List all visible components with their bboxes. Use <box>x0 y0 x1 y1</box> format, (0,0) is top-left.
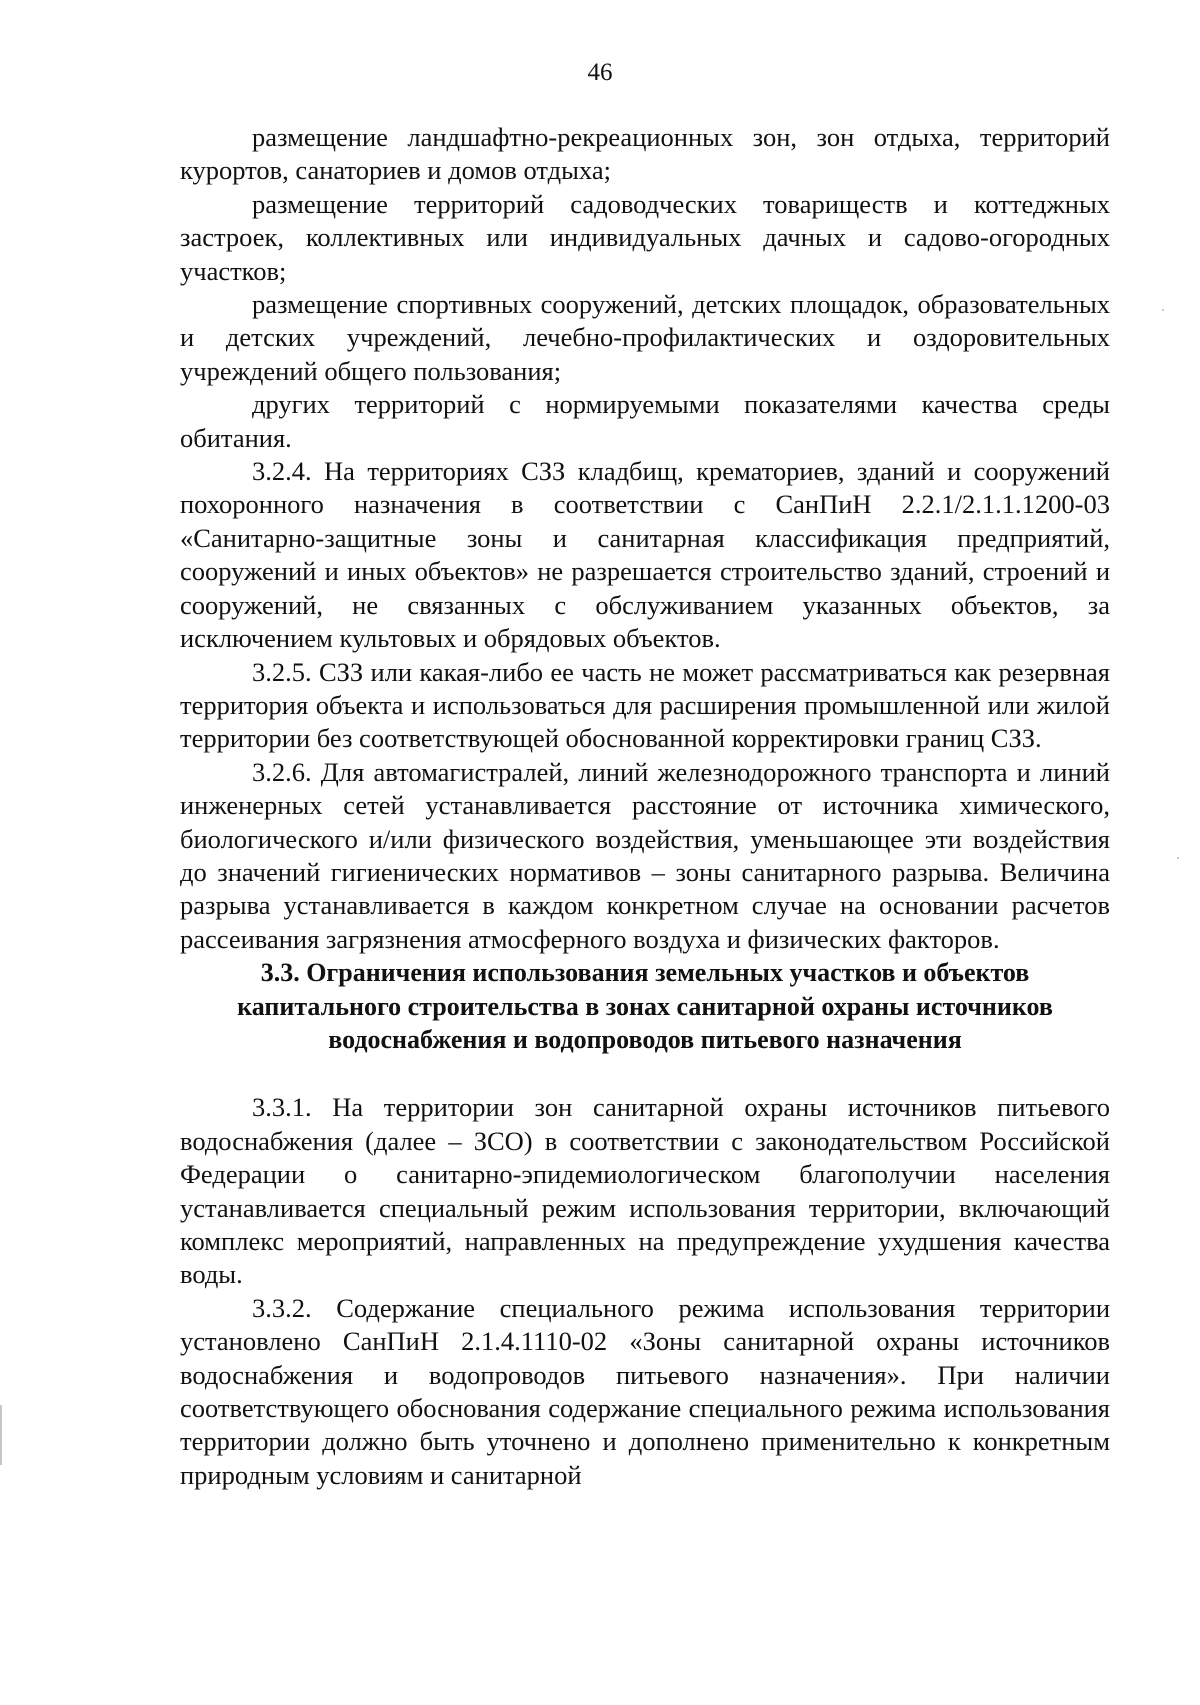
page-number: 46 <box>587 59 613 86</box>
paragraph-recreation-zones: размещение ландшафтно-рекреационных зон, зон отдыха, территорий курортов, санаториев и домов отдыха; <box>180 122 1110 186</box>
document-body <box>180 121 1110 1492</box>
heading-spacing <box>180 1056 1110 1091</box>
paragraph-3-3-1: 3.3.1. На территории зон санитарной охраны источников питьевого водоснабжения (далее – ЗСО) в соответствии с законодательством Российской Федерации о санитарно-эпидемиологическом благополучии населения устанавливается специальный режим использования территории, включающий комплекс мероприятий, направленных на предупреждение ухудшения качества воды. <box>180 1092 1110 1290</box>
paragraph-garden-plots: размещение территорий садоводческих товариществ и коттеджных застроек, коллективных или индивидуальных дачных и садово-огородных участков; <box>180 188 1110 286</box>
section-heading-3-3: 3.3. Ограничения использования земельных участков и объектов капитального строительства в зонах санитарной охраны источников водоснабжения и водопроводов питьевого назначения <box>237 958 1053 1054</box>
scan-speck-mark <box>1162 309 1164 311</box>
paragraph-3-2-5: 3.2.5. СЗЗ или какая-либо ее часть не может рассматриваться как резервная территория объекта и использоваться для расширения промышленной или жилой территории без соответствующей обоснованной корректировки границ СЗЗ. <box>180 656 1110 754</box>
paragraph-3-2-6: 3.2.6. Для автомагистралей, линий железнодорожного транспорта и линий инженерных сетей устанавливается расстояние от источника химического, биологического и/или физического воздействия, уменьшающее эти воздействия до значений гигиенических нормативов – зоны санитарного разрыва. Величина разрыва устанавливается в каждом конкретном случае на основании расчетов рассеивания загрязнения атмосферного воздуха и физических факторов. <box>180 756 1110 954</box>
paragraph-3-3-2: 3.3.2. Содержание специального режима использования территории установлено СанПиН 2.1.4.1110-02 «Зоны санитарной охраны источников водоснабжения и водопроводов питьевого назначения». При наличии соответствующего обоснования содержание специального режима использования территории должно быть уточнено и дополнено применительно к конкретным природным условиям и санитарной <box>180 1292 1110 1490</box>
scan-edge-mark <box>0 1405 2 1465</box>
paragraph-sports-facilities: размещение спортивных сооружений, детских площадок, образовательных и детских учреждений, лечебно-профилактических и оздоровительных учреждений общего пользования; <box>180 289 1110 386</box>
paragraph-3-2-4: 3.2.4. На территориях СЗЗ кладбищ, крематориев, зданий и сооружений похоронного назначения в соответствии с СанПиН 2.2.1/2.1.1.1200-03 «Санитарно-защитные зоны и санитарная классификация предприятий, сооружений и иных объектов» не разрешается строительство зданий, строений и сооружений, не связанных с обслуживанием указанных объектов, за исключением культовых и обрядовых объектов. <box>180 456 1110 654</box>
scan-speck-mark <box>1177 857 1179 859</box>
paragraph-other-territories: других территорий с нормируемыми показателями качества среды обитания. <box>180 389 1110 453</box>
